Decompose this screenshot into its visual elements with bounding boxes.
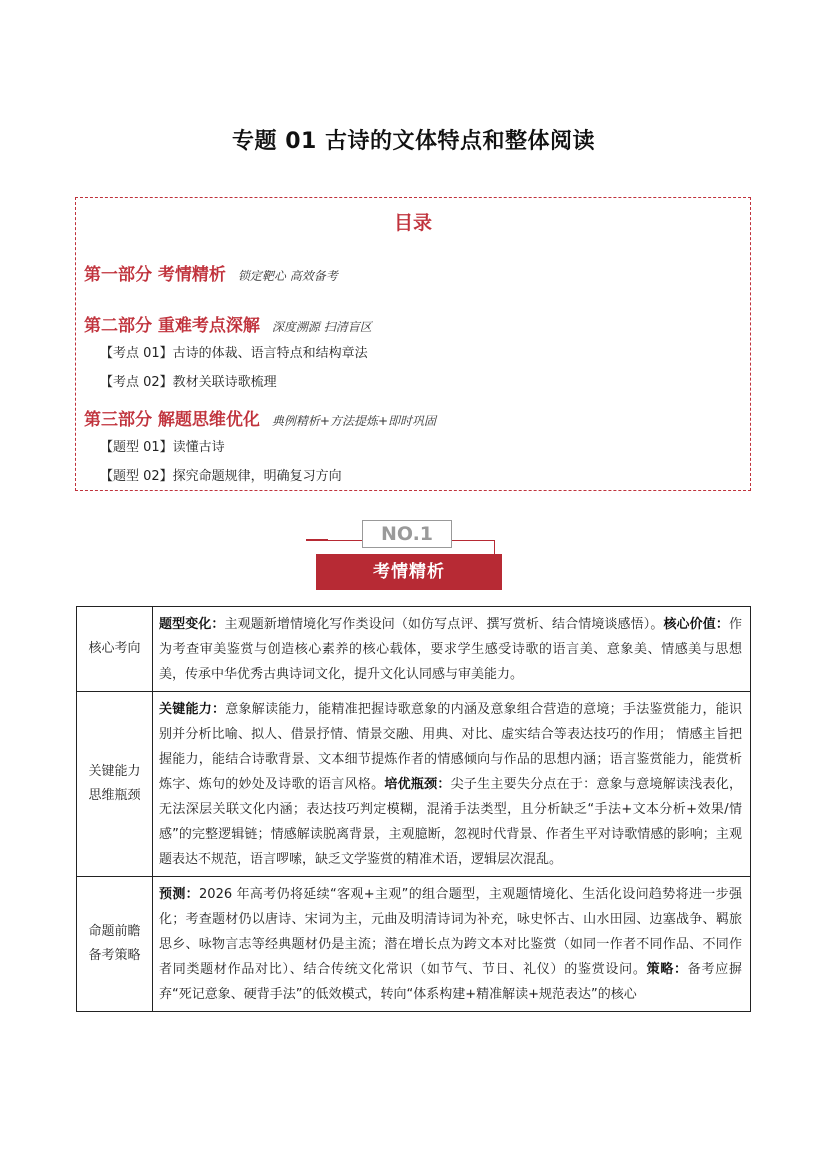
row-label-text: 关键能力 思维瓶颈 bbox=[88, 764, 141, 803]
section-banner bbox=[306, 520, 506, 594]
toc-item[interactable]: 【题型 01】读懂古诗 bbox=[100, 440, 225, 455]
content-text: 主观题新增情境化写作类设问（如仿写点评、撰写赏析、结合情境谈感悟）。 bbox=[224, 617, 664, 632]
row-label-text: 命题前瞻 备考策略 bbox=[88, 924, 141, 963]
content-text: 作为考查审美鉴赏与创造核心素养的核心载体，要求学生感受诗歌的语言美、意象美、情感美与思想美，传承中华优秀古典诗词文化，提升文化认同感与审美能力。 bbox=[159, 617, 742, 682]
toc-part-label: 第一部分 考情精析 bbox=[84, 265, 226, 285]
row-label-text: 核心考向 bbox=[88, 641, 141, 656]
toc-part-sub: 深度溯源 扫清盲区 bbox=[271, 320, 372, 334]
toc-item[interactable]: 【考点 02】教材关联诗歌梳理 bbox=[100, 375, 277, 390]
page-title: 专题 01 古诗的文体特点和整体阅读 bbox=[232, 129, 595, 154]
keyword: 题型变化： bbox=[159, 617, 225, 632]
toc-item[interactable]: 【题型 02】探究命题规律，明确复习方向 bbox=[100, 469, 342, 484]
row-content bbox=[153, 692, 751, 877]
row-content bbox=[153, 877, 751, 1012]
toc-part-sub: 典例精析+方法提炼+即时巩固 bbox=[271, 414, 437, 428]
toc-part-sub: 锁定靶心 高效备考 bbox=[237, 269, 338, 283]
row-content bbox=[153, 607, 751, 692]
keyword: 培优瓶颈： bbox=[384, 777, 451, 792]
exam-analysis-table bbox=[76, 606, 751, 1012]
row-label bbox=[77, 607, 153, 692]
banner-number: NO.1 bbox=[362, 520, 452, 548]
keyword: 预测： bbox=[159, 887, 200, 902]
toc-item[interactable]: 【考点 01】古诗的体裁、语言特点和结构章法 bbox=[100, 346, 368, 361]
content-text: 2026 年高考仍将延续“客观+主观”的组合题型，主观题情境化、生活化设问趋势将进一步强化；考查题材仍以唐诗、宋词为主，元曲及明清诗词为补充，咏史怀古、山水田园、边塞战争、羁旅思乡、咏物言志等经典题材仍是主流；潜在增长点为跨文本对比鉴赏（如同一作者不同作品、不同作者同类题材作品对比）、结合传统文化常识（如节气、节日、礼仪）的鉴赏设问。 bbox=[159, 887, 742, 977]
banner-label: 考情精析 bbox=[316, 554, 502, 590]
content-text: 备考应摒弃“死记意象、硬背手法”的低效模式，转向“体系构建+精准解读+规范表达”的核心 bbox=[159, 962, 742, 1002]
keyword: 关键能力： bbox=[159, 702, 226, 717]
toc-part-2[interactable] bbox=[84, 311, 372, 336]
keyword: 策略： bbox=[646, 962, 688, 977]
content-text: 尖子生主要失分点在于：意象与意境解读浅表化，无法深层关联文化内涵；表达技巧判定模糊，混淆手法类型，且分析缺乏“手法+文本分析+效果/情感”的完整逻辑链；情感解读脱离背景，主观臆断，忽视时代背景、作者生平对诗歌情感的影响；主观题表达不规范，语言啰嗦，缺乏文学鉴赏的精准术语，逻辑层次混乱。 bbox=[159, 777, 742, 867]
toc-part-1[interactable] bbox=[84, 260, 338, 285]
table-of-contents bbox=[75, 197, 751, 491]
toc-heading: 目录 bbox=[393, 212, 432, 234]
toc-part-3[interactable] bbox=[84, 405, 436, 430]
toc-part-label: 第二部分 重难考点深解 bbox=[84, 316, 260, 336]
content-text: 意象解读能力，能精准把握诗歌意象的内涵及意象组合营造的意境；手法鉴赏能力，能识别并分析比喻、拟人、借景抒情、情景交融、用典、对比、虚实结合等表达技巧的作用； 情感主旨把握能力，能结合诗歌背景、文本细节提炼作者的情感倾向与作品的思想内涵；语言鉴赏能力，能赏析炼字、炼句的妙处及诗歌的语言风格。 bbox=[159, 702, 742, 792]
table-row bbox=[77, 607, 751, 692]
keyword: 核心价值： bbox=[663, 617, 729, 632]
table-row bbox=[77, 877, 751, 1012]
toc-part-label: 第三部分 解题思维优化 bbox=[84, 410, 260, 430]
row-label bbox=[77, 877, 153, 1012]
table-row bbox=[77, 692, 751, 877]
row-label bbox=[77, 692, 153, 877]
